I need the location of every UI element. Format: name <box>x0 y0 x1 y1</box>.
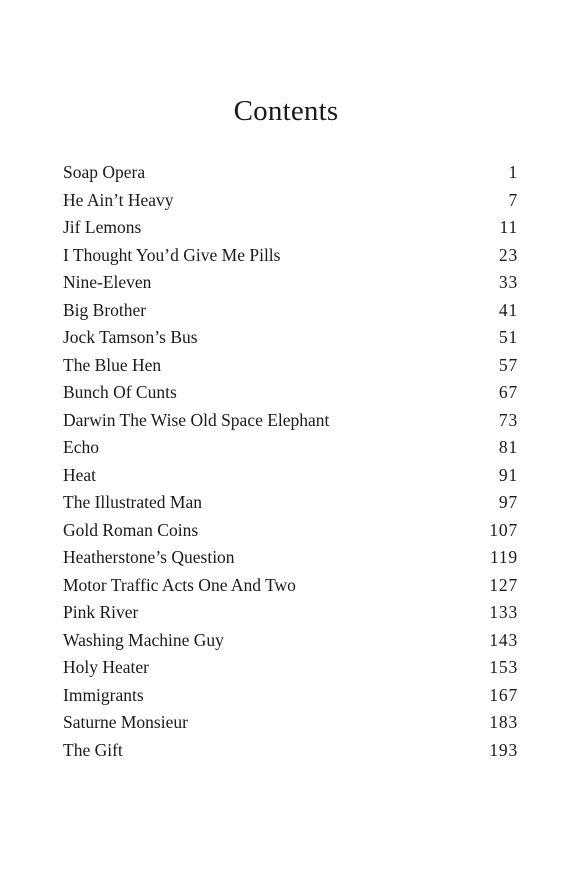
page-title: Contents <box>233 95 339 127</box>
toc-entry-page-number: 153 <box>489 657 518 678</box>
toc-entry-title: Washing Machine Guy <box>63 629 224 650</box>
toc-entry-title: Heatherstone’s Question <box>63 547 235 568</box>
toc-entry-page-number: 23 <box>498 244 518 265</box>
toc-entry-title: Holy Heater <box>63 657 150 678</box>
toc-entry-title: Saturne Monsieur <box>63 712 188 733</box>
toc-entry <box>63 159 518 187</box>
toc-entry-title: Darwin The Wise Old Space Elephant <box>63 409 330 430</box>
toc-entry-title: Gold Roman Coins <box>63 519 199 540</box>
toc-entry-page-number: 167 <box>489 684 518 705</box>
toc-entry-title: Soap Opera <box>63 162 146 183</box>
toc-entry-title: Nine-Eleven <box>63 272 152 293</box>
toc-entry-title: The Blue Hen <box>63 354 162 375</box>
toc-entry-title: The Gift <box>63 739 123 760</box>
toc-entry-title: Bunch Of Cunts <box>63 382 177 403</box>
toc-entry-page-number: 91 <box>498 464 518 485</box>
toc-entry-page-number: 81 <box>498 437 518 458</box>
toc-entry-title: Pink River <box>63 602 139 623</box>
toc-entry-title: Jif Lemons <box>63 217 142 238</box>
toc-entry-title: Echo <box>63 437 99 458</box>
toc-entry <box>63 297 518 325</box>
toc-entry-page-number: 73 <box>498 409 518 430</box>
toc-entry-page-number: 119 <box>489 547 518 568</box>
toc-entry <box>63 379 518 407</box>
toc-entry-title: Immigrants <box>63 684 144 705</box>
toc-entry-title: I Thought You’d Give Me Pills <box>63 244 281 265</box>
toc-entry <box>63 324 518 352</box>
toc-entry-page-number: 67 <box>498 382 518 403</box>
toc-entry <box>63 269 518 297</box>
toc-entry <box>63 242 518 270</box>
table-of-contents <box>63 159 518 764</box>
toc-entry <box>63 489 518 517</box>
toc-entry-page-number: 143 <box>489 629 518 650</box>
toc-entry-page-number: 11 <box>499 217 518 238</box>
toc-entry <box>63 572 518 600</box>
toc-entry <box>63 709 518 737</box>
toc-entry-title: Jock Tamson’s Bus <box>63 327 198 348</box>
toc-entry-page-number: 183 <box>489 712 518 733</box>
toc-entry <box>63 654 518 682</box>
toc-entry-page-number: 107 <box>489 519 518 540</box>
toc-entry <box>63 627 518 655</box>
toc-entry-title: He Ain’t Heavy <box>63 189 174 210</box>
toc-entry-title: Heat <box>63 464 97 485</box>
toc-entry <box>63 599 518 627</box>
toc-entry <box>63 462 518 490</box>
toc-entry <box>63 407 518 435</box>
toc-entry <box>63 682 518 710</box>
toc-entry-title: Motor Traffic Acts One And Two <box>63 574 296 595</box>
toc-entry-page-number: 193 <box>489 739 518 760</box>
toc-entry-page-number: 33 <box>498 272 518 293</box>
toc-entry <box>63 737 518 765</box>
toc-entry <box>63 434 518 462</box>
toc-entry-page-number: 51 <box>498 327 518 348</box>
toc-entry <box>63 517 518 545</box>
toc-entry-page-number: 133 <box>489 602 518 623</box>
toc-entry <box>63 544 518 572</box>
toc-entry-page-number: 1 <box>508 162 518 183</box>
toc-entry-page-number: 57 <box>498 354 518 375</box>
toc-entry-title: The Illustrated Man <box>63 492 202 513</box>
toc-entry-page-number: 97 <box>498 492 518 513</box>
toc-entry-page-number: 7 <box>508 189 518 210</box>
toc-entry-page-number: 127 <box>489 574 518 595</box>
toc-entry <box>63 352 518 380</box>
toc-entry <box>63 187 518 215</box>
toc-entry <box>63 214 518 242</box>
toc-entry-title: Big Brother <box>63 299 147 320</box>
toc-entry-page-number: 41 <box>498 299 518 320</box>
